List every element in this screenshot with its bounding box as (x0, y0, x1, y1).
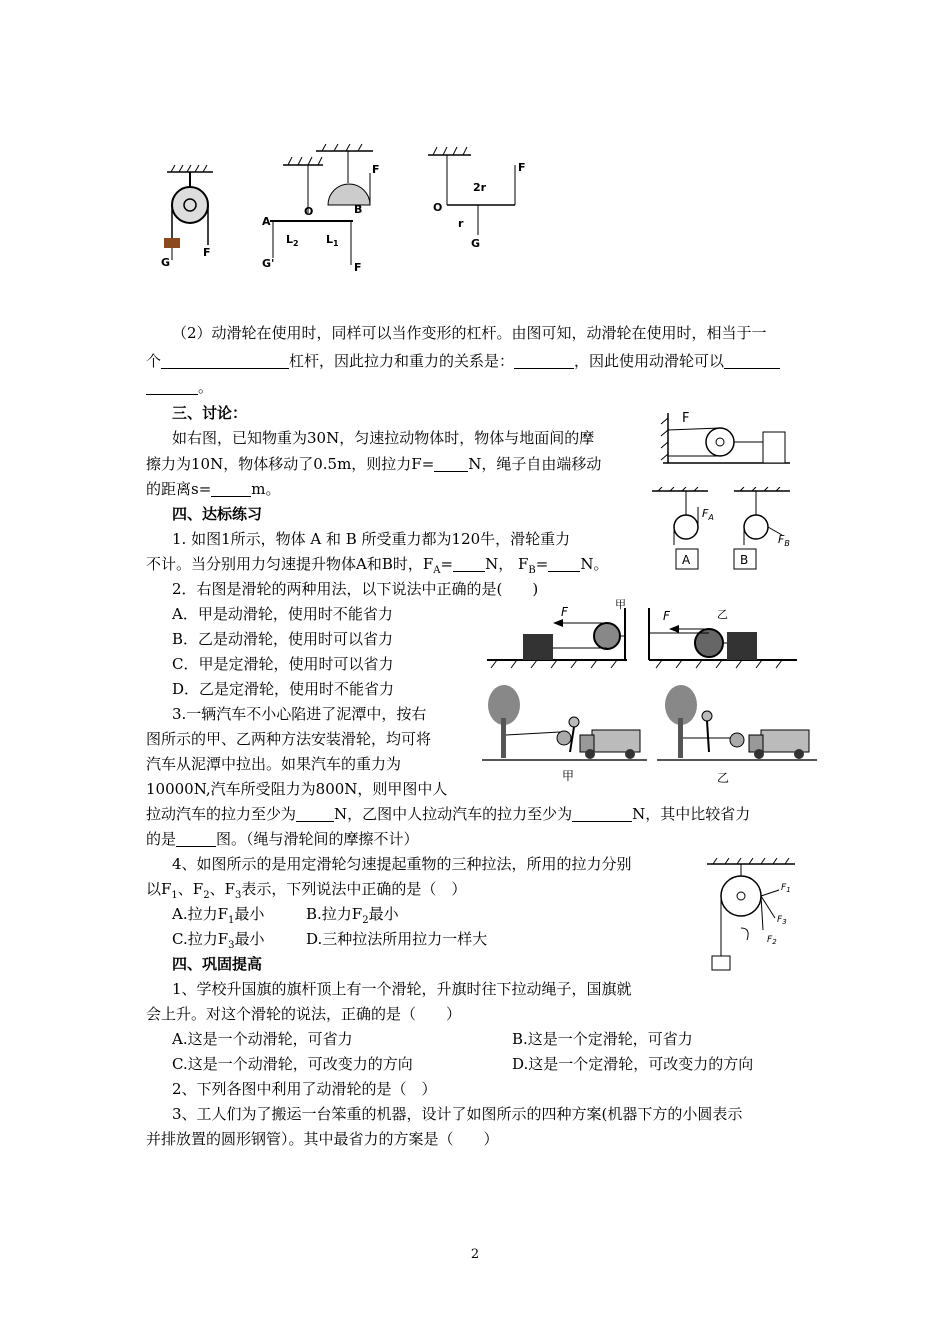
svg-text:FA (702, 507, 714, 522)
s4-q1-line2: 不计。当分别用力匀速提升物体A和B时，$F_A= N$， $F_B= N$。 (146, 555, 609, 576)
s4-q3-line5: 拉动汽车的拉力至少为 N，乙图中人拉动汽车的拉力至少为 N，其中比较省力 (146, 805, 751, 823)
blank-force-yi[interactable] (572, 805, 632, 822)
blank-force-f[interactable] (434, 455, 468, 472)
figab-label-fb: F (778, 533, 785, 546)
para2-line2: 个 杠杆，因此拉力和重力的关系是： ，因此使用动滑轮可以 (146, 350, 780, 371)
blank-force-jia[interactable] (296, 805, 334, 822)
para2-line3: 。 (146, 376, 213, 397)
fig2-label-f2: F (372, 163, 380, 176)
blank-use-benefit[interactable] (724, 352, 780, 369)
figab-box-a: A (682, 553, 691, 567)
pulley-label-f2: F (663, 609, 670, 623)
blank-fb[interactable] (548, 555, 580, 572)
fig3-label-2r: 2r (473, 181, 487, 194)
svg-text:L1 (326, 233, 339, 248)
fig3-label-g: G (471, 237, 481, 250)
blank-lever-type[interactable] (161, 352, 289, 369)
s4-q2: 2．右图是滑轮的两种用法，以下说法中正确的是( ) (172, 580, 539, 598)
svg-text:F3 (777, 915, 787, 926)
s3-line2: 擦力为10N，物体移动了0.5m，则拉力F= N，绳子自由端移动 (146, 455, 602, 473)
figab-box-b: B (740, 553, 749, 567)
blank-fa[interactable] (453, 555, 485, 572)
s5-q2: 2、下列各图中利用了动滑轮的是（ ） (172, 1080, 437, 1098)
figab-label-fa: F (702, 507, 709, 520)
three-label-f2: F (767, 935, 773, 945)
s4-q4-option-b: B.拉力$F_2$最小 (306, 905, 399, 926)
s4-q3-line1: 3.一辆汽车不小心陷进了泥潭中，按右 (172, 705, 427, 723)
s4-q1-line1: 1. 如图1所示，物体 A 和 B 所受重力都为120牛，滑轮重力 (172, 530, 571, 548)
s5-q1-option-a: A.这是一个动滑轮，可省力 (172, 1030, 353, 1048)
pulley-jia-yi-figure (487, 598, 799, 670)
figab-label-fa-sub: A (708, 513, 714, 522)
fig1-label-g: G (161, 256, 171, 269)
lever-pulley-figure (258, 143, 388, 273)
svg-text:L2 (286, 233, 299, 248)
car-label-yi: 乙 (717, 771, 730, 785)
fig3-label-o: O (433, 201, 443, 214)
fig2-label-l1-sub: 1 (333, 239, 339, 248)
s4-q3-line4: 10000N,汽车所受阻力为800N，则甲图中人 (146, 780, 448, 798)
s4-q2-option-d: D．乙是定滑轮，使用时不能省力 (172, 680, 395, 698)
three-label-f1-sub: 1 (786, 886, 791, 894)
s4-q4-line2: 以$F_1$、$F_2$、$F_3$表示，下列说法中正确的是（ ） (146, 880, 467, 901)
pulley-label-f1: F (561, 605, 568, 619)
section3-heading: 三、讨论： (172, 404, 248, 422)
s5-q3-line1: 3、工人们为了搬运一台笨重的机器，设计了如图所示的四种方案(机器下方的小圆表示 (172, 1105, 743, 1123)
fig2-label-l2: L (286, 233, 294, 246)
car-pull-jia-figure (482, 680, 647, 785)
fig2-label-l1: L (326, 233, 334, 246)
blank-better-figure[interactable] (176, 830, 216, 847)
pulley-ab-figure (650, 487, 800, 575)
s4-q2-option-a: A．甲是动滑轮，使用时不能省力 (172, 605, 393, 623)
s4-q4-option-d: D.三种拉法所用拉力一样大 (306, 930, 488, 948)
disc-label-f: F (682, 411, 690, 426)
svg-text:F1 (781, 883, 791, 894)
blank-force-relation[interactable] (514, 352, 574, 369)
blank-use-benefit-cont[interactable] (146, 378, 198, 395)
svg-text:F2 (767, 935, 777, 946)
section4-heading: 四、达标练习 (172, 505, 263, 523)
fig2-label-a: A (262, 215, 271, 228)
fig2-label-o: O (304, 205, 314, 218)
s4-q3-line6: 的是 图。（绳与滑轮间的摩擦不计） (146, 830, 419, 848)
three-label-f3-sub: 3 (782, 918, 787, 926)
s5-q1-option-b: B.这是一个定滑轮，可省力 (512, 1030, 693, 1048)
figab-label-fb-sub: B (784, 539, 790, 548)
fig2-label-f: F (354, 261, 362, 273)
s3-line3: 的距离s= m。 (146, 480, 281, 498)
s5-q1-option-c: C.这是一个动滑轮，可改变力的方向 (172, 1055, 413, 1073)
three-label-f1: F (781, 883, 787, 893)
fig2-label-g: G' (262, 257, 275, 270)
s5-q1-line2: 会上升。对这个滑轮的说法，正确的是（ ） (146, 1005, 462, 1023)
section5-heading: 四、巩固提高 (172, 955, 263, 973)
car-pull-yi-figure (657, 680, 817, 790)
fig2-label-b: B (354, 203, 363, 216)
fig2-label-l2-sub: 2 (293, 239, 299, 248)
pulley-label-yi: 乙 (717, 608, 728, 621)
s3-line1: 如右图，已知物重为30N，匀速拉动物体时，物体与地面间的摩 (172, 429, 595, 447)
horizontal-pulley-figure (658, 408, 794, 468)
s4-q2-option-c: C．甲是定滑轮，使用时可以省力 (172, 655, 394, 673)
s4-q3-line3: 汽车从泥潭中拉出。如果汽车的重力为 (146, 755, 402, 773)
para2-line1: （2）动滑轮在使用时，同样可以当作变形的杠杆。由图可知，动滑轮在使用时，相当于一 (172, 324, 767, 342)
fig1-label-f: F (203, 246, 211, 259)
svg-text:FB (778, 533, 790, 548)
s5-q1-line1: 1、学校升国旗的旗杆顶上有一个滑轮，升旗时往下拉动绳子，国旗就 (172, 980, 632, 998)
s5-q1-option-d: D.这是一个定滑轮，可改变力的方向 (512, 1055, 754, 1073)
page-number: 2 (470, 1247, 480, 1262)
s4-q3-line2: 图所示的甲、乙两种方法安装滑轮，均可将 (146, 730, 432, 748)
s5-q3-line2: 并排放置的圆形钢管）。其中最省力的方案是（ ） (146, 1130, 499, 1148)
three-label-f2-sub: 2 (772, 938, 777, 946)
car-label-jia: 甲 (562, 769, 575, 783)
lever-diagram-figure (423, 143, 533, 253)
fig3-label-f: F (518, 161, 526, 174)
s4-q2-option-b: B．乙是动滑轮，使用时可以省力 (172, 630, 394, 648)
fixed-pulley-three-forces-figure (705, 858, 797, 973)
three-label-f3: F (777, 915, 783, 925)
blank-distance-s[interactable] (211, 480, 251, 497)
fixed-pulley-figure (155, 160, 225, 270)
pulley-label-jia: 甲 (615, 598, 626, 611)
s4-q4-line1: 4、如图所示的是用定滑轮匀速提起重物的三种拉法，所用的拉力分别 (172, 855, 632, 873)
s4-q4-option-a: A.拉力$F_1$最小 (172, 905, 265, 926)
s4-q4-option-c: C.拉力$F_3$最小 (172, 930, 265, 951)
fig3-label-r: r (458, 217, 464, 230)
